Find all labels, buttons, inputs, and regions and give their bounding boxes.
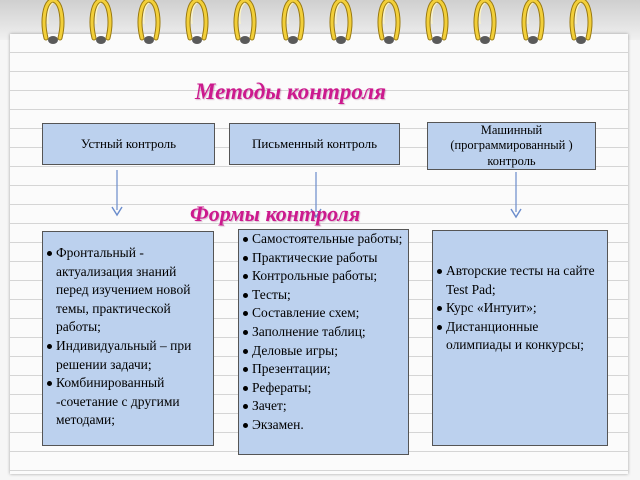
form-item: Комбинированный -сочетание с другими методами;	[47, 374, 209, 430]
form-item: Заполнение таблиц;	[243, 323, 404, 342]
ring-icon	[88, 0, 114, 46]
forms-title: Формы контроля	[190, 201, 361, 226]
forms-box-oral	[42, 231, 214, 446]
methods-title: Методы контроля	[195, 79, 386, 104]
form-item: Тесты;	[243, 286, 404, 305]
form-item: Курс «Интуит»;	[437, 299, 603, 318]
ring-icon	[280, 0, 306, 46]
method-label: Письменный контроль	[251, 136, 378, 151]
form-item: Самостоятельные работы;	[243, 230, 404, 249]
ring-icon	[424, 0, 450, 46]
form-item: Деловые игры;	[243, 342, 404, 361]
method-label: Машинный (программированный ) контроль	[450, 122, 573, 168]
forms-list	[437, 262, 603, 355]
arrow-down-icon	[110, 170, 124, 218]
ring-icon	[40, 0, 66, 46]
method-box-oral	[42, 123, 215, 165]
ring-icon	[376, 0, 402, 46]
forms-box-machine	[432, 230, 608, 446]
ring-icon	[328, 0, 354, 46]
form-item: Зачет;	[243, 397, 404, 416]
form-item: Авторские тесты на сайте Test Pad;	[437, 262, 603, 299]
ring-icon	[520, 0, 546, 46]
form-item: Презентации;	[243, 360, 404, 379]
ring-icon	[568, 0, 594, 46]
ring-icon	[136, 0, 162, 46]
ring-icon	[232, 0, 258, 46]
form-item: Рефераты;	[243, 379, 404, 398]
forms-box-written	[238, 229, 409, 455]
form-item: Экзамен.	[243, 416, 404, 435]
form-item: Составление схем;	[243, 304, 404, 323]
forms-list	[243, 230, 404, 435]
form-item: Индивидуальный – при решении задачи;	[47, 337, 209, 374]
forms-list	[47, 244, 209, 430]
form-item: Контрольные работы;	[243, 267, 404, 286]
method-label: Устный контроль	[80, 136, 177, 151]
arrow-down-icon	[509, 172, 523, 220]
form-item: Фронтальный - актуализация знаний перед изучением новой темы, практической работы;	[47, 244, 209, 337]
method-box-machine	[427, 122, 596, 170]
method-box-written	[229, 123, 400, 165]
form-item: Практические работы	[243, 249, 404, 268]
ring-icon	[184, 0, 210, 46]
form-item: Дистанционные олимпиады и конкурсы;	[437, 318, 603, 355]
ring-icon	[472, 0, 498, 46]
